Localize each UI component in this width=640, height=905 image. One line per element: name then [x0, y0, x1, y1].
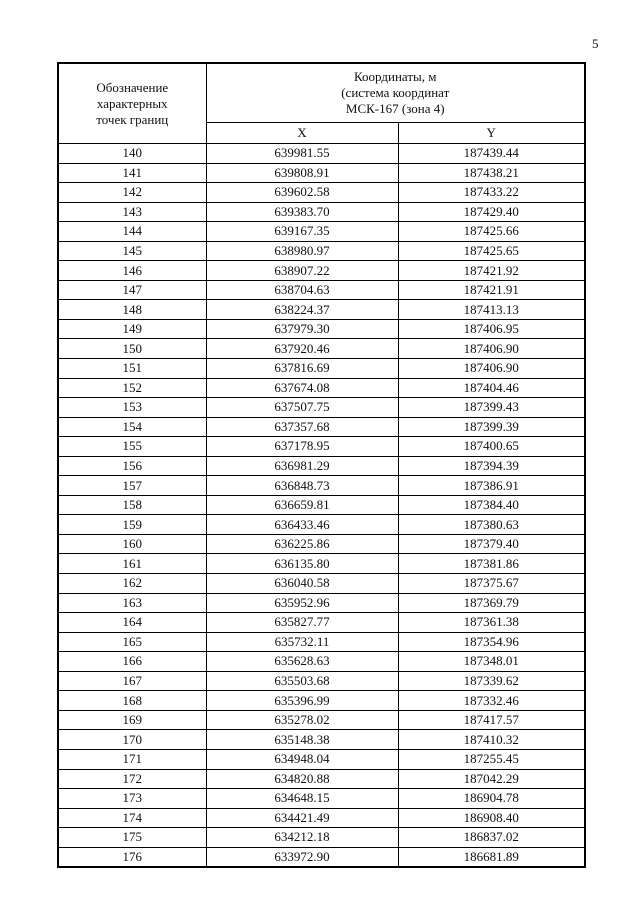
x-coordinate-cell: 633972.90	[206, 847, 398, 867]
point-number-cell: 156	[58, 456, 206, 476]
table-row	[58, 515, 585, 535]
y-coordinate-cell: 187386.91	[398, 476, 585, 496]
point-number-cell: 150	[58, 339, 206, 359]
table-row	[58, 574, 585, 594]
header-coords-line-1: Координаты, м	[354, 69, 437, 84]
y-coordinate-cell: 187429.40	[398, 202, 585, 222]
x-coordinate-cell: 636981.29	[206, 456, 398, 476]
table-row	[58, 261, 585, 281]
table-row	[58, 554, 585, 574]
table-row	[58, 339, 585, 359]
point-number-cell: 143	[58, 202, 206, 222]
x-coordinate-cell: 637674.08	[206, 378, 398, 398]
x-coordinate-cell: 639167.35	[206, 222, 398, 242]
x-coordinate-cell: 638704.63	[206, 280, 398, 300]
x-coordinate-cell: 639602.58	[206, 183, 398, 203]
y-coordinate-cell: 187354.96	[398, 632, 585, 652]
y-coordinate-cell: 187348.01	[398, 652, 585, 672]
table-row	[58, 437, 585, 457]
header-point-line-2: характерных	[96, 95, 168, 111]
point-number-cell: 164	[58, 613, 206, 633]
y-coordinate-cell: 187421.91	[398, 280, 585, 300]
x-coordinate-cell: 637979.30	[206, 319, 398, 339]
x-coordinate-cell: 635503.68	[206, 671, 398, 691]
table-row	[58, 378, 585, 398]
table-row	[58, 613, 585, 633]
header-point-line-1: Обозначение	[96, 79, 169, 95]
y-coordinate-cell: 187413.13	[398, 300, 585, 320]
y-coordinate-cell: 187379.40	[398, 534, 585, 554]
y-coordinate-cell: 187438.21	[398, 163, 585, 183]
point-number-cell: 165	[58, 632, 206, 652]
y-coordinate-cell: 187361.38	[398, 613, 585, 633]
header-coordinates	[206, 63, 585, 123]
x-coordinate-cell: 634421.49	[206, 808, 398, 828]
x-coordinate-cell: 636135.80	[206, 554, 398, 574]
y-coordinate-cell: 187410.32	[398, 730, 585, 750]
point-number-cell: 166	[58, 652, 206, 672]
x-coordinate-cell: 638224.37	[206, 300, 398, 320]
point-number-cell: 175	[58, 828, 206, 848]
header-x: X	[206, 123, 398, 144]
header-point-designation	[58, 63, 206, 144]
y-coordinate-cell: 187384.40	[398, 495, 585, 515]
point-number-cell: 155	[58, 437, 206, 457]
point-number-cell: 157	[58, 476, 206, 496]
table-row	[58, 671, 585, 691]
point-number-cell: 176	[58, 847, 206, 867]
table-row	[58, 456, 585, 476]
x-coordinate-cell: 639808.91	[206, 163, 398, 183]
table-row	[58, 183, 585, 203]
table-row	[58, 359, 585, 379]
y-coordinate-cell: 187042.29	[398, 769, 585, 789]
table-row	[58, 495, 585, 515]
x-coordinate-cell: 639383.70	[206, 202, 398, 222]
y-coordinate-cell: 186681.89	[398, 847, 585, 867]
table-row	[58, 789, 585, 809]
point-number-cell: 159	[58, 515, 206, 535]
y-coordinate-cell: 187380.63	[398, 515, 585, 535]
table-row	[58, 319, 585, 339]
header-coords-line-2: (система координат	[341, 85, 450, 100]
point-number-cell: 144	[58, 222, 206, 242]
table-row	[58, 222, 585, 242]
y-coordinate-cell: 187425.65	[398, 241, 585, 261]
page-number: 5	[592, 36, 599, 51]
point-number-cell: 171	[58, 749, 206, 769]
x-coordinate-cell: 637357.68	[206, 417, 398, 437]
x-coordinate-cell: 636659.81	[206, 495, 398, 515]
table-row	[58, 847, 585, 867]
point-number-cell: 161	[58, 554, 206, 574]
y-coordinate-cell: 186837.02	[398, 828, 585, 848]
y-coordinate-cell: 187421.92	[398, 261, 585, 281]
point-number-cell: 172	[58, 769, 206, 789]
header-point-line-3: точек границ	[96, 111, 169, 127]
x-coordinate-cell: 636848.73	[206, 476, 398, 496]
y-coordinate-cell: 187381.86	[398, 554, 585, 574]
y-coordinate-cell: 187255.45	[398, 749, 585, 769]
point-number-cell: 148	[58, 300, 206, 320]
y-coordinate-cell: 187399.43	[398, 398, 585, 418]
y-coordinate-cell: 187433.22	[398, 183, 585, 203]
table-row	[58, 144, 585, 164]
x-coordinate-cell: 635732.11	[206, 632, 398, 652]
y-coordinate-cell: 187425.66	[398, 222, 585, 242]
y-coordinate-cell: 187417.57	[398, 710, 585, 730]
point-number-cell: 141	[58, 163, 206, 183]
x-coordinate-cell: 638907.22	[206, 261, 398, 281]
x-coordinate-cell: 637507.75	[206, 398, 398, 418]
table-row	[58, 769, 585, 789]
point-number-cell: 145	[58, 241, 206, 261]
y-coordinate-cell: 187399.39	[398, 417, 585, 437]
x-coordinate-cell: 636040.58	[206, 574, 398, 594]
y-coordinate-cell: 186904.78	[398, 789, 585, 809]
x-coordinate-cell: 634648.15	[206, 789, 398, 809]
y-coordinate-cell: 187375.67	[398, 574, 585, 594]
table-row	[58, 808, 585, 828]
header-row-top	[58, 63, 585, 123]
header-y: Y	[398, 123, 585, 144]
point-number-cell: 149	[58, 319, 206, 339]
point-number-cell: 163	[58, 593, 206, 613]
point-number-cell: 174	[58, 808, 206, 828]
y-coordinate-cell: 187439.44	[398, 144, 585, 164]
y-coordinate-cell: 186908.40	[398, 808, 585, 828]
x-coordinate-cell: 634820.88	[206, 769, 398, 789]
x-coordinate-cell: 635952.96	[206, 593, 398, 613]
point-number-cell: 162	[58, 574, 206, 594]
table-row	[58, 417, 585, 437]
table-row	[58, 280, 585, 300]
point-number-cell: 147	[58, 280, 206, 300]
point-number-cell: 169	[58, 710, 206, 730]
table-row	[58, 398, 585, 418]
point-number-cell: 173	[58, 789, 206, 809]
x-coordinate-cell: 635396.99	[206, 691, 398, 711]
point-number-cell: 140	[58, 144, 206, 164]
x-coordinate-cell: 635827.77	[206, 613, 398, 633]
point-number-cell: 153	[58, 398, 206, 418]
x-coordinate-cell: 636225.86	[206, 534, 398, 554]
x-coordinate-cell: 635628.63	[206, 652, 398, 672]
y-coordinate-cell: 187404.46	[398, 378, 585, 398]
table-row	[58, 476, 585, 496]
table-row	[58, 710, 585, 730]
point-number-cell: 152	[58, 378, 206, 398]
point-number-cell: 160	[58, 534, 206, 554]
x-coordinate-cell: 635278.02	[206, 710, 398, 730]
x-coordinate-cell: 634212.18	[206, 828, 398, 848]
table-row	[58, 652, 585, 672]
y-coordinate-cell: 187406.90	[398, 359, 585, 379]
x-coordinate-cell: 638980.97	[206, 241, 398, 261]
table-row	[58, 241, 585, 261]
y-coordinate-cell: 187369.79	[398, 593, 585, 613]
y-coordinate-cell: 187400.65	[398, 437, 585, 457]
x-coordinate-cell: 635148.38	[206, 730, 398, 750]
table-row	[58, 300, 585, 320]
point-number-cell: 158	[58, 495, 206, 515]
table-row	[58, 202, 585, 222]
coordinates-table	[57, 62, 586, 868]
table-row	[58, 534, 585, 554]
table-row	[58, 691, 585, 711]
header-coords-line-3: МСК-167 (зона 4)	[345, 101, 445, 116]
y-coordinate-cell: 187339.62	[398, 671, 585, 691]
x-coordinate-cell: 634948.04	[206, 749, 398, 769]
point-number-cell: 151	[58, 359, 206, 379]
table-row	[58, 632, 585, 652]
point-number-cell: 170	[58, 730, 206, 750]
x-coordinate-cell: 637178.95	[206, 437, 398, 457]
point-number-cell: 154	[58, 417, 206, 437]
table-row	[58, 593, 585, 613]
x-coordinate-cell: 639981.55	[206, 144, 398, 164]
y-coordinate-cell: 187332.46	[398, 691, 585, 711]
y-coordinate-cell: 187406.95	[398, 319, 585, 339]
point-number-cell: 142	[58, 183, 206, 203]
table-row	[58, 749, 585, 769]
point-number-cell: 168	[58, 691, 206, 711]
table-body	[58, 144, 585, 868]
y-coordinate-cell: 187406.90	[398, 339, 585, 359]
x-coordinate-cell: 636433.46	[206, 515, 398, 535]
x-coordinate-cell: 637920.46	[206, 339, 398, 359]
point-number-cell: 146	[58, 261, 206, 281]
x-coordinate-cell: 637816.69	[206, 359, 398, 379]
table-row	[58, 730, 585, 750]
table-row	[58, 828, 585, 848]
y-coordinate-cell: 187394.39	[398, 456, 585, 476]
point-number-cell: 167	[58, 671, 206, 691]
table-row	[58, 163, 585, 183]
